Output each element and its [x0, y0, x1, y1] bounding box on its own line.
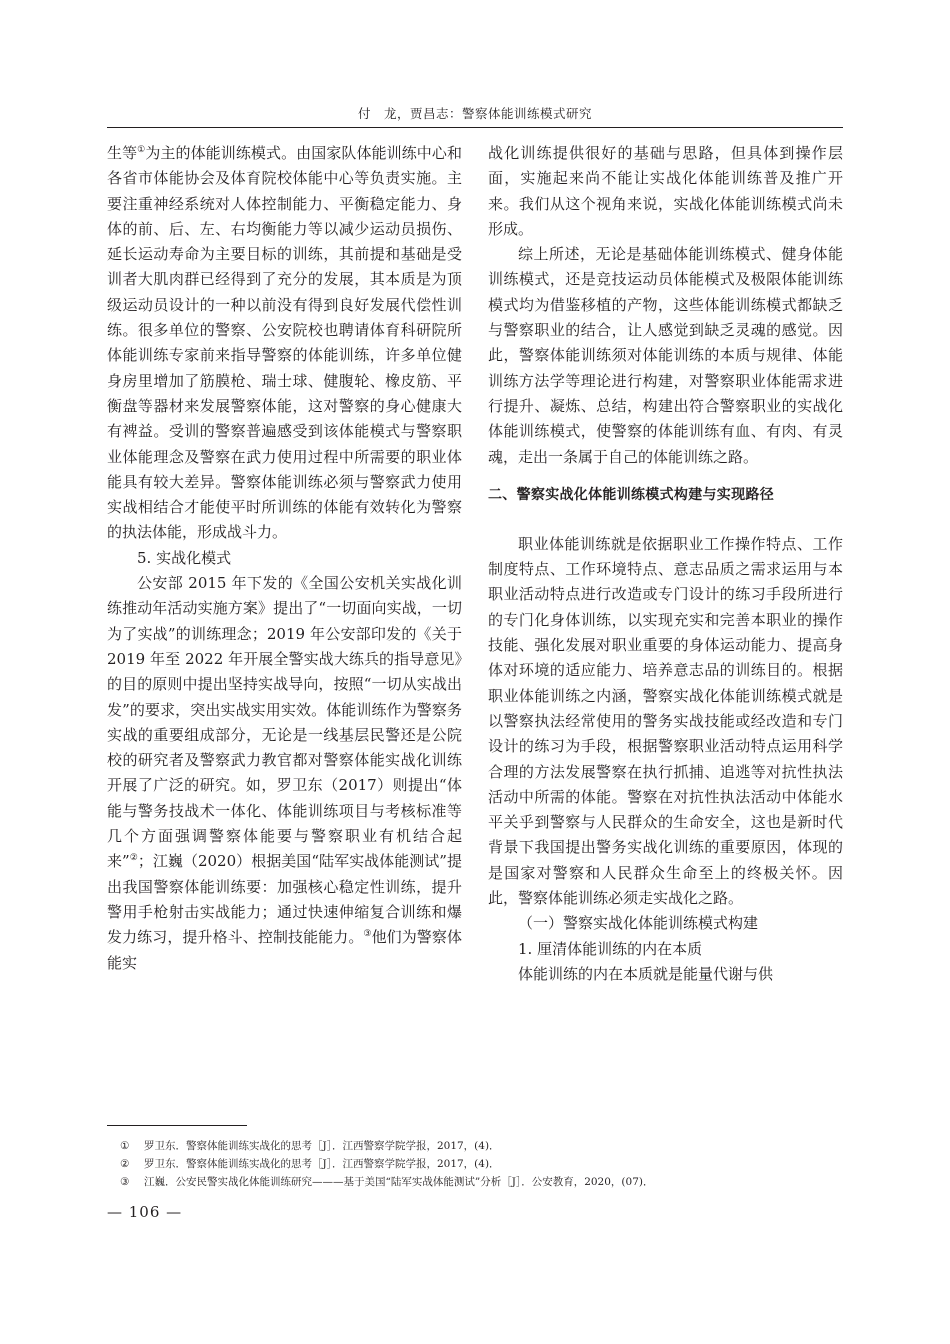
footnote-rule	[107, 1125, 247, 1126]
running-header: 付 龙，贾昌志：警察体能训练模式研究	[357, 106, 592, 121]
footnote: ② 罗卫东．警察体能训练实战化的思考［J］．江西警察学院学报，2017，(4)．	[120, 1158, 500, 1170]
paragraph: 公安部 2015 年下发的《全国公安机关实战化训练推动年活动实施方案》提出了“一切面向实战，一切为了实战”的训练理念；2019 年公安部印发的《关于 2019 年至 2022 年开展全警实战大练兵的指导意见》的目的原则中提出坚持实战导向，按照“一切从实战出发”的要求，突出实战实用实效。体能训练作为警察务实战的重要组成部分，无论是一线基层民警还是公院校的研究者及警察武力教官都对警察体能实战化训练开展了广泛的研究。如，罗卫东（2017）则提出“体能与警务技战术一体化、体能训练项目与考核标准等几个方面强调警察体能要与警察职业有机结合起来”②；江巍（2020）根据美国“陆军实战体能测试”提出我国警察体能训练要：加强核心稳定性训练，提升警用手枪射击实战能力；通过快速伸缩复合训练和爆发力练习，提升格斗、控制技能能力。③他们为警察体能实	[107, 574, 462, 972]
footnotes	[120, 1137, 840, 1191]
paragraph: 职业体能训练就是依据职业工作操作特点、工作制度特点、工作环境特点、意志品质之需求运用与本职业活动特点进行改造或专门设计的练习手段所进行的专门化身体训练，以实现充实和完善本职业的操作技能、强化发展对职业重要的身体运动能力、提高身体对环境的适应能力、培养意志品的训练目的。根据职业体能训练之内涵，警察实战化体能训练模式就是以警察执法经常使用的警务实战技能或经改造和专门设计的练习为手段，根据警察职业活动特点运用科学合理的方法发展警察在执行抓捕、追逃等对抗性执法活动中所需的体能。警察在对抗性执法活动中体能水平关乎到警察与人民群众的生命安全，这也是新时代背景下我国提出警务实战化训练的重要原因，体现的是国家对警察和人民群众生命至上的终极关怀。因此，警察体能训练必须走实战化之路。	[488, 534, 843, 908]
item-heading: 1. 厘清体能训练的内在本质	[518, 939, 703, 958]
footnote: ① 罗卫东．警察体能训练实战化的思考［J］．江西警察学院学报，2017，(4)．	[120, 1140, 500, 1152]
header-rule	[107, 127, 843, 128]
paragraph: 生等①为主的体能训练模式。由国家队体能训练中心和各省市体能协会及体育院校体能中心等负责实施。主要注重神经系统对人体控制能力、平衡稳定能力、身体的前、后、左、右均衡能力等以减少运动员损伤、延长运动寿命为主要目标的训练，其前提和基础是受训者大肌肉群已经得到了充分的发展，其本质是为顶级运动员设计的一种以前没有得到良好发展代偿性训练。很多单位的警察、公安院校也聘请体育科研院所体能训练专家前来指导警察的体能训练，许多单位健身房里增加了筋膜枪、瑞士球、健腹轮、橡皮筋、平衡盘等器材来发展警察体能，这对警察的身心健康大有裨益。受训的警察普遍感受到该体能模式与警察职业体能理念及警察在武力使用过程中所需要的职业体能具有较大差异。警察体能训练必须与警察武力使用实战相结合才能使平时所训练的体能有效转化为警察的执法体能，形成战斗力。	[107, 144, 462, 542]
right-column	[488, 141, 843, 987]
section-heading: 二、警察实战化体能训练模式构建与实现路径	[488, 486, 774, 503]
left-column	[107, 141, 462, 976]
page-number: — 106 —	[107, 1203, 183, 1221]
footnote-ref-3[interactable]: ③	[363, 929, 372, 940]
footnote-ref-2[interactable]: ②	[129, 853, 138, 864]
paragraph: 综上所述，无论是基础体能训练模式、健身体能训练模式，还是竞技运动员体能模式及极限体能训练模式均为借鉴移植的产物，这些体能训练模式都缺乏与警察职业的结合，让人感觉到缺乏灵魂的感觉。因此，警察体能训练须对体能训练的本质与规律、体能训练方法学等理论进行构建，对警察职业体能需求进行提升、凝炼、总结，构建出符合警察职业的实战化体能训练模式，使警察的体能训练有血、有肉、有灵魂，走出一条属于自己的体能训练之路。	[488, 245, 843, 466]
subheading-practical-mode: 5. 实战化模式	[137, 548, 232, 567]
paragraph: 战化训练提供很好的基础与思路，但具体到操作层面，实施起来尚不能让实战化体能训练普及推广开来。我们从这个视角来说，实战化体能训练模式尚未形成。	[488, 144, 843, 238]
footnote: ③ 江巍．公安民警实战化体能训练研究———基于美国“陆军实战体能测试”分析［J］．公安教育，2020，(07)．	[120, 1176, 654, 1188]
subsection-heading: （一）警察实战化体能训练模式构建	[518, 914, 759, 933]
paragraph: 体能训练的内在本质就是能量代谢与供	[518, 964, 774, 983]
footnote-ref-1[interactable]: ①	[137, 145, 146, 155]
